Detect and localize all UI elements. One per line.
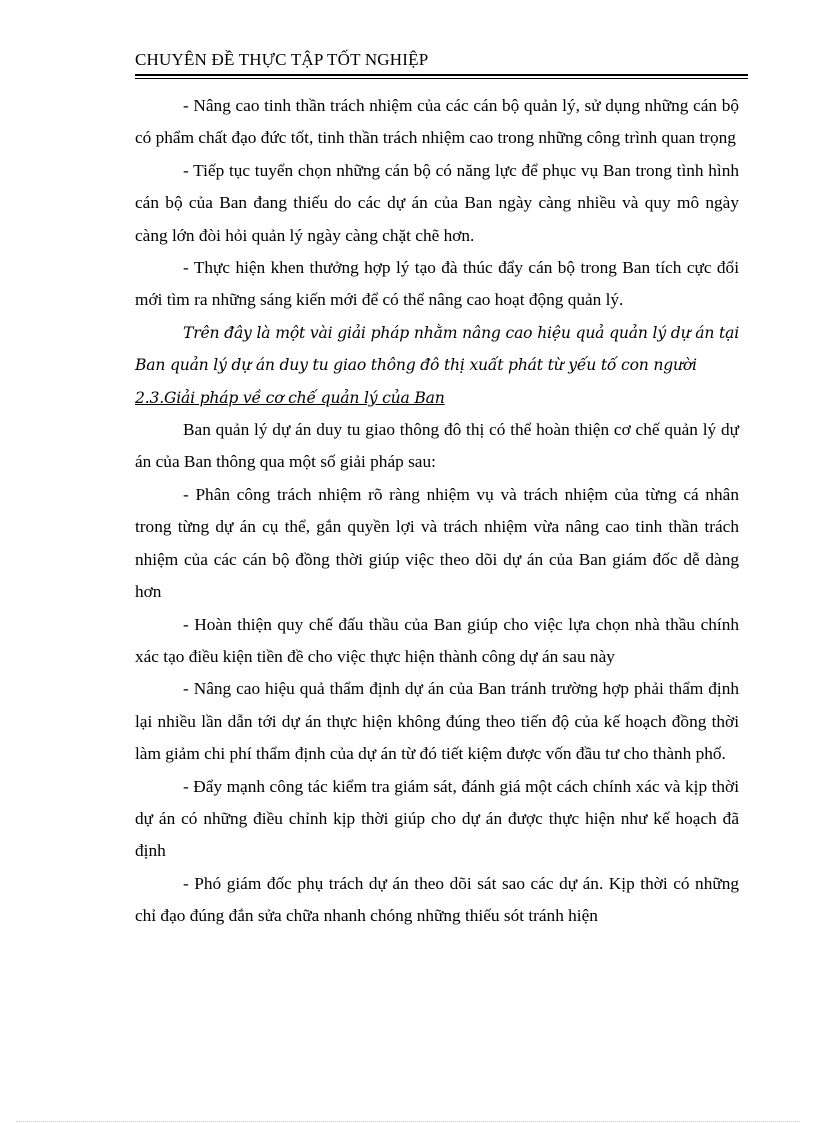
paragraph-bullet: - Phó giám đốc phụ trách dự án theo dõi sát sao các dự án. Kịp thời có những chỉ đạo đúng đắn sửa chữa nhanh chóng những thiếu sót tránh hiện: [135, 873, 739, 926]
paragraph-bullet: - Phân công trách nhiệm rõ ràng nhiệm vụ và trách nhiệm của từng cá nhân trong từng dự án cụ thể, gắn quyền lợi và trách nhiệm vừa nâng cao tinh thần trách nhiệm của các cán bộ đồng thời giúp việc theo dõi dự án của Ban giám đốc dễ dàng hơn: [135, 484, 739, 602]
page-header: [135, 50, 748, 79]
paragraph-bullet: - Nâng cao tinh thần trách nhiệm của các cán bộ quản lý, sử dụng những cán bộ có phẩm chất đạo đức tốt, tinh thần trách nhiệm cao trong những công trình quan trọng: [135, 96, 739, 148]
document-body: [135, 90, 739, 933]
page-bottom-dotted-border: [16, 1121, 800, 1122]
paragraph-summary-italic: Trên đây là một vài giải pháp nhằm nâng cao hiệu quả quản lý dự án tại Ban quản lý dự án duy tu giao thông đô thị xuất phát từ yếu tố con người: [135, 323, 739, 375]
paragraph-bullet: - Nâng cao hiệu quả thẩm định dự án của Ban tránh trường hợp phải thẩm định lại nhiều lần dẫn tới dự án thực hiện không đúng theo tiến độ của kế hoạch đồng thời làm giảm chi phí thẩm định của dự án từ đó tiết kiệm được vốn đầu tư cho thành phố.: [135, 679, 739, 764]
header-rule-thin: [135, 78, 748, 79]
paragraph-bullet: - Tiếp tục tuyển chọn những cán bộ có năng lực để phục vụ Ban trong tình hình cán bộ của Ban đang thiếu do các dự án của Ban ngày càng nhiều và quy mô ngày càng lớn đòi hỏi quản lý ngày càng chặt chẽ hơn.: [135, 160, 739, 245]
header-rule-thick: [135, 74, 748, 76]
paragraph-bullet: - Hoàn thiện quy chế đấu thầu của Ban giúp cho việc lựa chọn nhà thầu chính xác tạo điều kiện tiền đề cho việc thực hiện thành công dự án sau này: [135, 614, 739, 666]
paragraph-intro: Ban quản lý dự án duy tu giao thông đô thị có thể hoàn thiện cơ chế quản lý dự án của Ban thông qua một số giải pháp sau:: [135, 420, 739, 472]
section-heading: 2.3.Giải pháp về cơ chế quản lý của Ban: [135, 388, 445, 407]
document-header-title: CHUYÊN ĐỀ THỰC TẬP TỐT NGHIỆP: [135, 50, 429, 69]
paragraph-bullet: - Thực hiện khen thưởng hợp lý tạo đà thúc đẩy cán bộ trong Ban tích cực đổi mới tìm ra những sáng kiến mới để có thể nâng cao hoạt động quản lý.: [135, 258, 739, 310]
paragraph-bullet: - Đẩy mạnh công tác kiểm tra giám sát, đánh giá một cách chính xác và kịp thời dự án có những điều chỉnh kịp thời giúp cho dự án được thực hiện như kế hoạch đã định: [135, 776, 739, 861]
